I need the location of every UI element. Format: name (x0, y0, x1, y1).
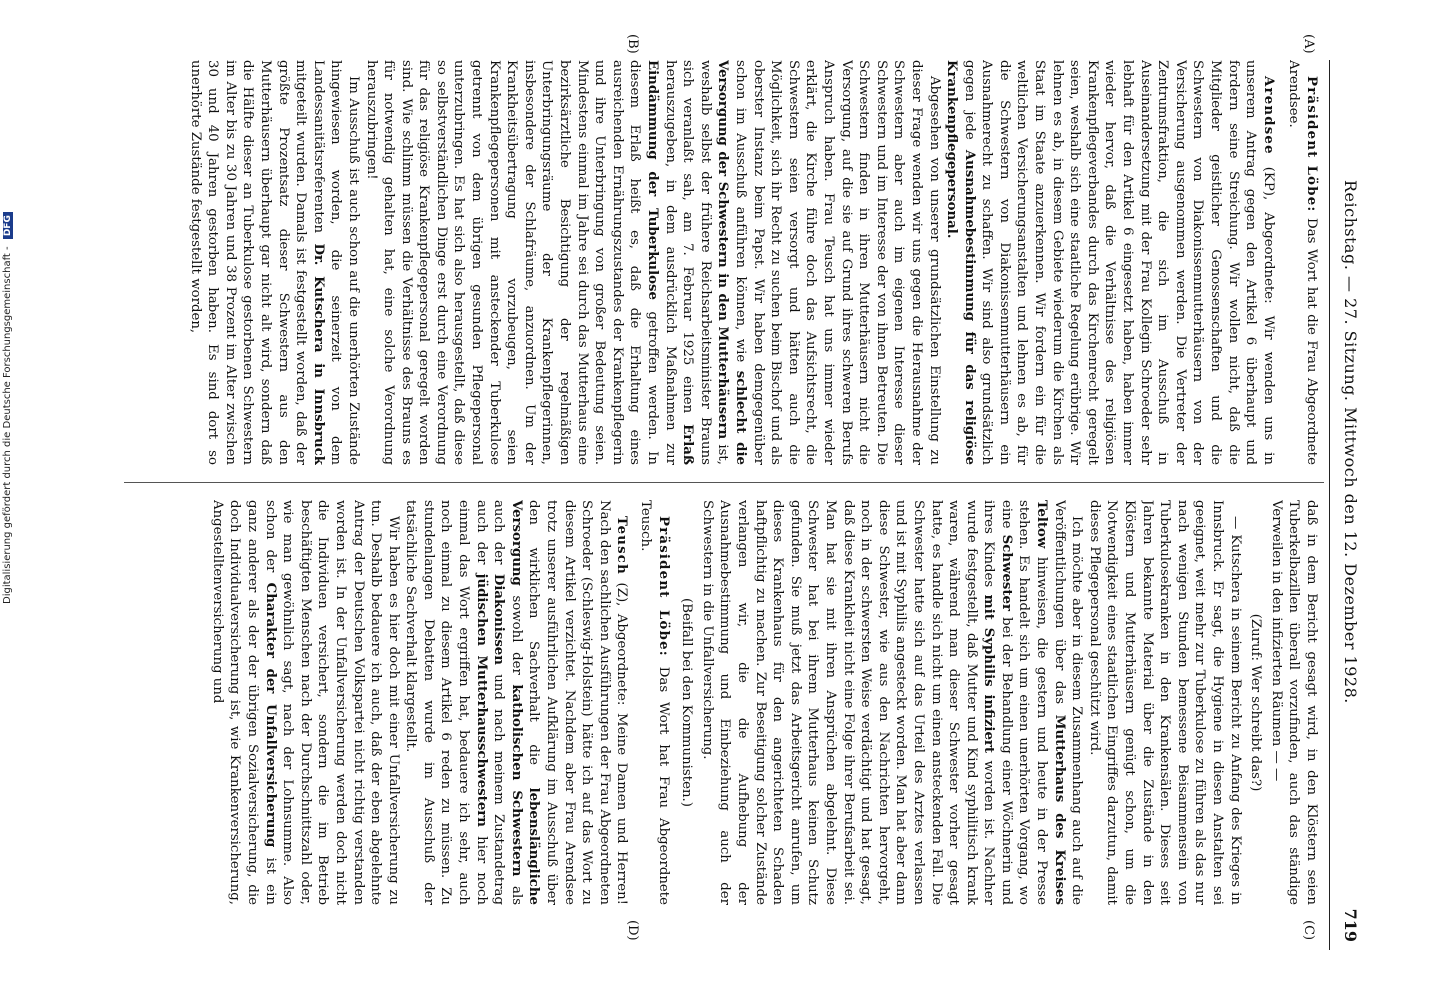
paragraph-text: und nach meinem Zustandetrag auch der (473, 500, 507, 905)
paragraph (186, 60, 362, 465)
paragraph-text: Ich möchte aber in diesem Zusammenhang auch auf die Veröffentlichungen über das (1051, 500, 1085, 905)
emphasis-text: jüdischen Mutterhausschwestern (473, 573, 489, 827)
paragraph-text: mitgeteilt wurden. Damals ist festgestellt worden, daß der größte Prozentsatz dieser Schwestern aus den Mutterhäusern überhaupt gar nicht alt wird, sondern daß die Hälfte dieser an Tuberkulose gestorbenen Schwestern im Alter bis zu 30 Jahren und 38 Prozent im Alter zwischen 30 und 40 Jahren gestorben haben. Es sind dort so unerhörte Zustände festgestellt worden, (187, 60, 309, 465)
emphasis-text: Dr. Kutschera in Innsbruck (310, 243, 326, 465)
paragraph (1085, 500, 1243, 905)
running-title: Reichstag. — 27. Sitzung. Mittwoch den 12. Dezember 1928. (1341, 180, 1360, 704)
emphasis-text: Diakonissen (491, 573, 507, 665)
margin-marker-d: (D) (625, 920, 640, 941)
paragraph-text: Im Ausschuß ist auch schon auf die unerhörten Zustände hingewiesen worden, die seinerzeit von dem Landessanitätsreferenten (310, 60, 361, 465)
emphasis-text: Charakter der Unfallversicherung (262, 582, 278, 848)
column-divider (124, 482, 1324, 483)
paragraph-text: Wir haben es hier doch mit einer Unfallversicherung zu tun. Deshalb bedauere ich auch, daß der eben abgelehnte Antrag der Deutschen Volkspartei nicht richtig verstanden worden ist. In der Unfallversicherung werden doch nicht die Individuen versichert, sondern die im Betrieb beschäftigten Menschen nach der Durchschnittszahl oder, wie man gewöhnlich sagt, nach der Lohnsumme. Also schon der (262, 500, 401, 905)
margin-marker-c: (C) (1301, 920, 1316, 941)
page-number: 719 (1341, 908, 1360, 942)
emphasis-text: Eindämmung der Tuberkulose (645, 60, 661, 300)
paragraph-text: als auch der (491, 500, 524, 905)
digitization-credit (2, 212, 13, 604)
emphasis-text: Schwester (998, 534, 1014, 612)
left-column (120, 60, 1320, 465)
applause-note: (Beifall bei den Kommunisten.) (679, 598, 695, 807)
paragraph-text: Abgesehen von unserer grundsätzlichen Einstellung zu dieser Frage wenden wir uns gegen die Herausnahme der Schwestern aber auch im eigenen Interesse dieser Schwestern und im Interesse der von ihnen Betreuten. Die Schwestern finden in ihren Mutterhäusern nicht die Versorgung, auf die sie auf Grund ihres schweren Berufs Anspruch haben. Frau Teusch hat uns immer wieder erklärt, die Kirche führe doch das Aufsichtsrecht, die Schwestern seien versorgt und hätten auch die Möglichkeit, sich ihr Recht zu suchen beim Bischof und als oberster Instanz beim Papst. Wir haben demgegenüber schon im Ausschuß anführen können, wie (733, 60, 942, 465)
paragraph (402, 500, 631, 905)
paragraph-text: bei der Behandlung einer Wöchnerin und ihres Kindes (981, 500, 1014, 905)
paragraph-text: herauszugeben, in dem ausdrücklich Maßnahmen zur (662, 60, 678, 465)
paragraph-text: worden ist. Nachher wurde festgestellt, daß Mutter und Kind syphilitisch krank waren, während man dieser Schwester vorher gesagt hatte, es handle sich nicht um einen ansteckenden Fall. Die Schwester hatte sich auf das Urteil des Arztes verlassen und ist mit Syphilis angesteckt worden. Man hat aber dann diese Schwester, wie aus den Nachrichten hervorgeht, noch in der schwersten Weise verdächtigt und hat gesagt, daß diese Krankheit nicht eine Folge ihrer Berufsarbeit sei. Man hat sie mit ihren Ansprüchen abgelehnt. Diese Schwester hat bei ihrem Mutterhaus keinen Schutz gefunden. Sie muß jetzt das Arbeitsgericht anrufen, um dieses Krankenhaus für den angerichteten Schaden haftpflichtig zu machen. Zur Beseitigung solcher Zustände verlangen wir, die die Aufhebung der Ausnahmebestimmung und Einbeziehung auch der Schwestern in die Unfallversicherung. (699, 500, 997, 905)
margin-marker-a: (A) (1301, 34, 1316, 54)
emphasis-text: mit Syphilis infiziert (981, 594, 997, 754)
emphasis-text: Erlaß (680, 424, 696, 465)
paragraph-text: hier noch einmal das Wort ergriffen hat, bedauere ich sehr, auch noch einmal zu diesem Artikel 6 reden zu müssen. Zu stundenlangen Debatten wurde im Ausschuß der tatsächliche Sachverhalt klargestellt. (403, 500, 489, 905)
speaker-name: Präsident Löbe: (1304, 76, 1319, 213)
paragraph-text: daß in dem Bericht gesagt wird, in den Klöstern seien Tuberkelbazillen überall vorzufinden, auch das ständige Verweilen in den infizierten Räumen — — (1268, 500, 1319, 905)
paragraph (636, 500, 671, 905)
right-column (120, 500, 1320, 905)
paragraph-text: ist ein ganz anderer als der der übrigen Sozialversicherung, die doch Individualversicherung ist, wie Krankenversicherung, Angestelltenversicherung und (209, 500, 278, 905)
paragraph-text: (Z), Abgeordnete: Meine Damen und Herren! Nach den sachlichen Ausführungen der Frau Abgeordneten Schroeder (Schleswig-Holstein) hätte ich auf das Wort zu diesem Artikel verzichtet. Nachdem aber Frau Arendsee trotz unserer ausführlichen Aufklärung im Ausschuß über den wirklichen Sachverhalt die (526, 500, 630, 905)
paragraph (362, 60, 943, 465)
paragraph (1267, 500, 1320, 905)
emphasis-text: schlecht die Versorgung der Schwestern in den Mutterhäusern (715, 60, 748, 465)
interjection: (Zuruf: Wer schreibt das?) (1248, 613, 1264, 792)
emphasis-text: katholischen Schwestern (508, 684, 524, 877)
paragraph-text: Das Wort hat die Frau Abgeordnete Arendsee. (1286, 60, 1319, 465)
speaker-name: Präsident Löbe: (655, 516, 671, 657)
paragraph-text: ist, weshalb selbst der frühere Reichsarbeitsminister Brauns sich veranlaßt sah, am 7. Februar 1925 einen (680, 60, 731, 465)
credit-text: Digitalisierung gefördert durch die Deutsche Forschungsgemeinschaft - (2, 246, 13, 604)
paragraph-text: (KP), Abgeordnete: Wir wenden uns in unserem Antrag gegen den Artikel 6 überhaupt und fordern seine Streichung. Wir wollen nicht, daß die Mitglieder geistlicher Genossenschaften und die Schwestern von Diakonissenmutterhäusern von der Versicherung ausgenommen werden. Die Vertreter der Zentrumsfraktion, die sich im Ausschuß in Auseinandersetzung mit der Frau Kollegin Schroeder sehr lebhaft für den Artikel 6 eingesetzt haben, haben immer wieder hervor, daß die Verhältnisse des religiösen Krankenpflegeverbandes durch das Kirchenrecht geregelt seien, weshalb sich eine staatliche Regelung erübrige. Wir lehnen es ab, in diesem Gebiete wiederum die Kirchen als Staat im Staate anzuerkennen. Wir fordern ein für die weltlichen Versicherungsanstalten und lehnen es ab, für die Schwestern von Diakonissenmutterhäusern ein Ausnahmerecht zu schaffen. Wir sind also grundsätzlich gegen jede (961, 60, 1276, 465)
rotated-page (110, 34, 1370, 950)
running-header (1329, 60, 1370, 950)
speaker-name: Teusch (614, 516, 630, 575)
paragraph (943, 60, 1277, 465)
speaker-name: Arendsee (1260, 76, 1276, 155)
margin-marker-b: (B) (625, 34, 640, 54)
paragraph (208, 500, 402, 905)
paragraph-text: sowohl der (508, 595, 524, 675)
paragraph-text: Das Wort hat Frau Abgeordnete Teusch. (638, 500, 671, 905)
paragraph-text: hinweisen, die gestern und heute in der Presse stehen. Es handelt sich um einen unerhörten Vorgang, wo eine (998, 500, 1050, 905)
emphasis-text: Ausnahmebestimmung für das religiöse Krankenpflegepersonal. (944, 60, 977, 465)
emphasis-text: Mutterhaus des Kreises Teltow (1034, 500, 1067, 905)
paragraph (698, 500, 1085, 905)
paragraph-text: getroffen werden. In diesem Erlaß heißt es, daß die Erhaltung eines ausreichenden Ernährungszustandes der Krankenpflegerin und ihre Unterbringung von großer Bedeutung seien. Mindestens einmal im Jahre sei durch das Mutterhaus eine bezirksärztliche Besichtigung der regelmäßigen Unterbringungsräume der Krankenpflegerinnen, insbesondere der Schlafräume, anzuordnen. Um der Krankheitsübertragung vorzubeugen, seien Krankenpflegepersonen mit ansteckender Tuberkulose getrennt von dem übrigen gesunden Pflegepersonal unterzubringen. Es hat sich also herausgestellt, daß diese so selbstverständlichen Dinge erst durch eine Verordnung für das religiöse Krankenpflegepersonal geregelt worden sind. Wie schlimm müssen die Verhältnisse des Brauns es für notwendig gehalten hat, eine solche Verordnung herauszubringen! (363, 60, 661, 465)
dfg-logo: DFG (3, 212, 13, 239)
paragraph (1285, 60, 1320, 465)
emphasis-text: lebenslängliche Versorgung (508, 500, 542, 905)
paragraph-text: — Kutschera in seinem Bericht zu Anfang des Krieges in Innsbruck. Er sagt, die Hygiene in diesen Anstalten sei geeignet, weit mehr zur Tuberkulose zu führen als das nur nach wenigen Stunden bemessene Beisammensein von Tuberkulosekranken in den Krankensälen. Dieses seit Jahren bekannte Material über die Zustände in den Klöstern und Mutterhäusern genügt schon, um die Notwendigkeit eines staatlichen Eingriffes darzutun, damit dieses Pflegepersonal geschützt wird. (1086, 500, 1243, 905)
